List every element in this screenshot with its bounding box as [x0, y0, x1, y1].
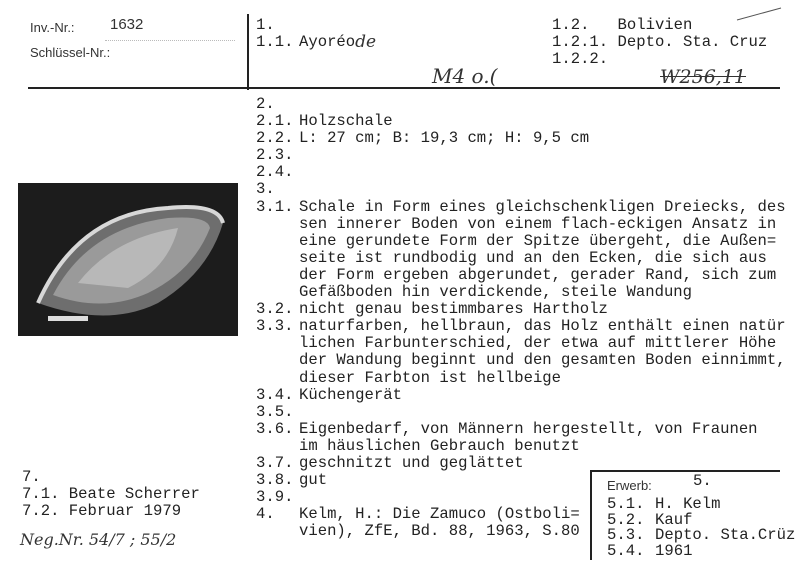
- field-number: 3.9.: [256, 488, 294, 507]
- field-number: 4.: [256, 505, 275, 524]
- field-number: 3.3.: [256, 317, 294, 336]
- field-text: Holzschale: [299, 112, 393, 131]
- field-line: [256, 147, 786, 164]
- field-text: lichen Farbunterschied, der etwa auf mittlerer Höhe: [299, 334, 777, 353]
- field-number: 2.1.: [256, 112, 294, 131]
- field-number: 3.7.: [256, 453, 294, 472]
- ethnic-group: Ayoréo: [299, 33, 356, 51]
- field-number: [256, 233, 299, 250]
- field-text: Schale in Form eines gleichschenkligen Dreiecks, des: [299, 197, 786, 216]
- field-line: [256, 301, 786, 318]
- acquisition-number: 5.2.: [607, 510, 645, 529]
- object-photo: [18, 183, 238, 336]
- field-line: [256, 318, 786, 335]
- field-line: [256, 96, 786, 113]
- inv-nr-label: Inv.-Nr.:: [30, 20, 75, 35]
- field-line: [256, 370, 786, 387]
- handwritten-code-mid: M4 o.(: [432, 64, 498, 88]
- acquisition-rule: [590, 470, 780, 472]
- field-line: [256, 181, 786, 198]
- field-line: [256, 284, 786, 301]
- field-number: [256, 216, 299, 233]
- region-row: [552, 34, 767, 51]
- field-number: [256, 438, 299, 455]
- acquisition-divider: [590, 470, 592, 560]
- field-line: [256, 216, 786, 233]
- field-number: 3.4.: [256, 385, 294, 404]
- section-1-2-num: 1.2.: [552, 16, 590, 34]
- acquisition-text: 1961: [655, 541, 693, 560]
- recorder-name: 7.1. Beate Scherrer: [22, 485, 200, 503]
- field-number: [256, 370, 299, 387]
- field-number: 2.: [256, 95, 275, 113]
- inv-nr-value: 1632: [110, 16, 144, 33]
- field-line: [256, 113, 786, 130]
- field-number: 3.5.: [256, 402, 294, 421]
- acquisition-label: Erwerb:: [607, 478, 652, 493]
- field-text: naturfarben, hellbraun, das Holz enthält einen natür: [299, 317, 786, 336]
- field-text: geschnitzt und geglättet: [299, 453, 524, 472]
- field-number: [256, 523, 299, 540]
- field-text: sen innerer Boden von einem flach-eckigen Ansatz in: [299, 214, 777, 233]
- acquisition-number: 5.1.: [607, 495, 645, 513]
- field-text: vien), ZfE, Bd. 88, 1963, S.80: [299, 522, 580, 541]
- field-number: [256, 250, 299, 267]
- acquisition-text: H. Kelm: [655, 495, 721, 513]
- section-1-1-num: 1.1.: [256, 33, 294, 51]
- field-text: der Wandung beginnt und den gesamten Boden einnimmt,: [299, 351, 786, 370]
- field-line: [256, 421, 786, 438]
- field-line: [256, 335, 786, 352]
- field-text: gut: [299, 471, 328, 490]
- field-text: Gefäßboden hin verdickende, steile Wandung: [299, 283, 693, 302]
- field-number: [256, 284, 299, 301]
- field-line: [256, 267, 786, 284]
- field-text: Eigenbedarf, von Männern hergestellt, von Fraunen: [299, 419, 758, 438]
- acquisition-number: 5.4.: [607, 541, 645, 560]
- field-line: [256, 438, 786, 455]
- strikethrough-mark-icon: [735, 4, 785, 24]
- field-number: 2.4.: [256, 163, 294, 182]
- acquisition-text: Kauf: [655, 510, 693, 529]
- field-text: im häuslichen Gebrauch benutzt: [299, 436, 580, 455]
- field-number: [256, 352, 299, 369]
- field-line: [256, 130, 786, 147]
- region: Depto. Sta. Cruz: [617, 33, 768, 51]
- handwritten-suffix: de: [355, 32, 377, 52]
- country-row: [552, 17, 692, 34]
- field-text: seite ist rundbodig und an den Ecken, die sich aus: [299, 248, 767, 267]
- country: Bolivien: [617, 16, 693, 34]
- field-number: 3.2.: [256, 300, 294, 319]
- section-1-2-1-num: 1.2.1.: [552, 33, 609, 51]
- field-number: 3.: [256, 180, 275, 199]
- field-line: [256, 164, 786, 181]
- field-number: [256, 335, 299, 352]
- field-text: L: 27 cm; B: 19,3 cm; H: 9,5 cm: [299, 129, 590, 148]
- field-number: 2.2.: [256, 129, 294, 148]
- inv-dotted-line: [105, 40, 235, 41]
- acquisition-fields: [607, 497, 795, 559]
- field-line: [256, 199, 786, 216]
- handwritten-code-right: W256,11: [660, 66, 747, 88]
- header-divider: [247, 14, 249, 90]
- field-number: 3.1.: [256, 197, 294, 216]
- field-line: [256, 352, 786, 369]
- acquisition-row: [607, 541, 795, 560]
- field-number: [256, 267, 299, 284]
- negative-number-note: Neg.Nr. 54/7 ; 55/2: [20, 530, 177, 549]
- field-line: [256, 250, 786, 267]
- record-date: 7.2. Februar 1979: [22, 502, 182, 520]
- acquisition-text: Depto. Sta.Crüz: [655, 526, 796, 544]
- field-line: [256, 233, 786, 250]
- field-text: eine gerundete Form der Spitze übergeht, die Außen=: [299, 231, 777, 250]
- acquisition-number: 5.3.: [607, 526, 645, 544]
- field-line: [256, 404, 786, 421]
- section-1: 1.: [256, 16, 275, 34]
- field-text: dieser Farbton ist hellbeige: [299, 368, 562, 387]
- field-text: Küchengerät: [299, 385, 402, 404]
- field-number: 2.3.: [256, 146, 294, 165]
- section-7: 7.: [22, 468, 41, 486]
- field-text: der Form ergeben abgerundet, gerader Rand, sich zum: [299, 265, 777, 284]
- section-5: 5.: [693, 472, 712, 490]
- field-number: 3.8.: [256, 471, 294, 490]
- field-text: Kelm, H.: Die Zamuco (Ostboli=: [299, 505, 580, 524]
- field-line: [256, 387, 786, 404]
- field-number: 3.6.: [256, 419, 294, 438]
- field-text: nicht genau bestimmbares Hartholz: [299, 300, 608, 319]
- section-1-2-2-num: 1.2.2.: [552, 50, 609, 68]
- key-nr-label: Schlüssel-Nr.:: [30, 45, 111, 60]
